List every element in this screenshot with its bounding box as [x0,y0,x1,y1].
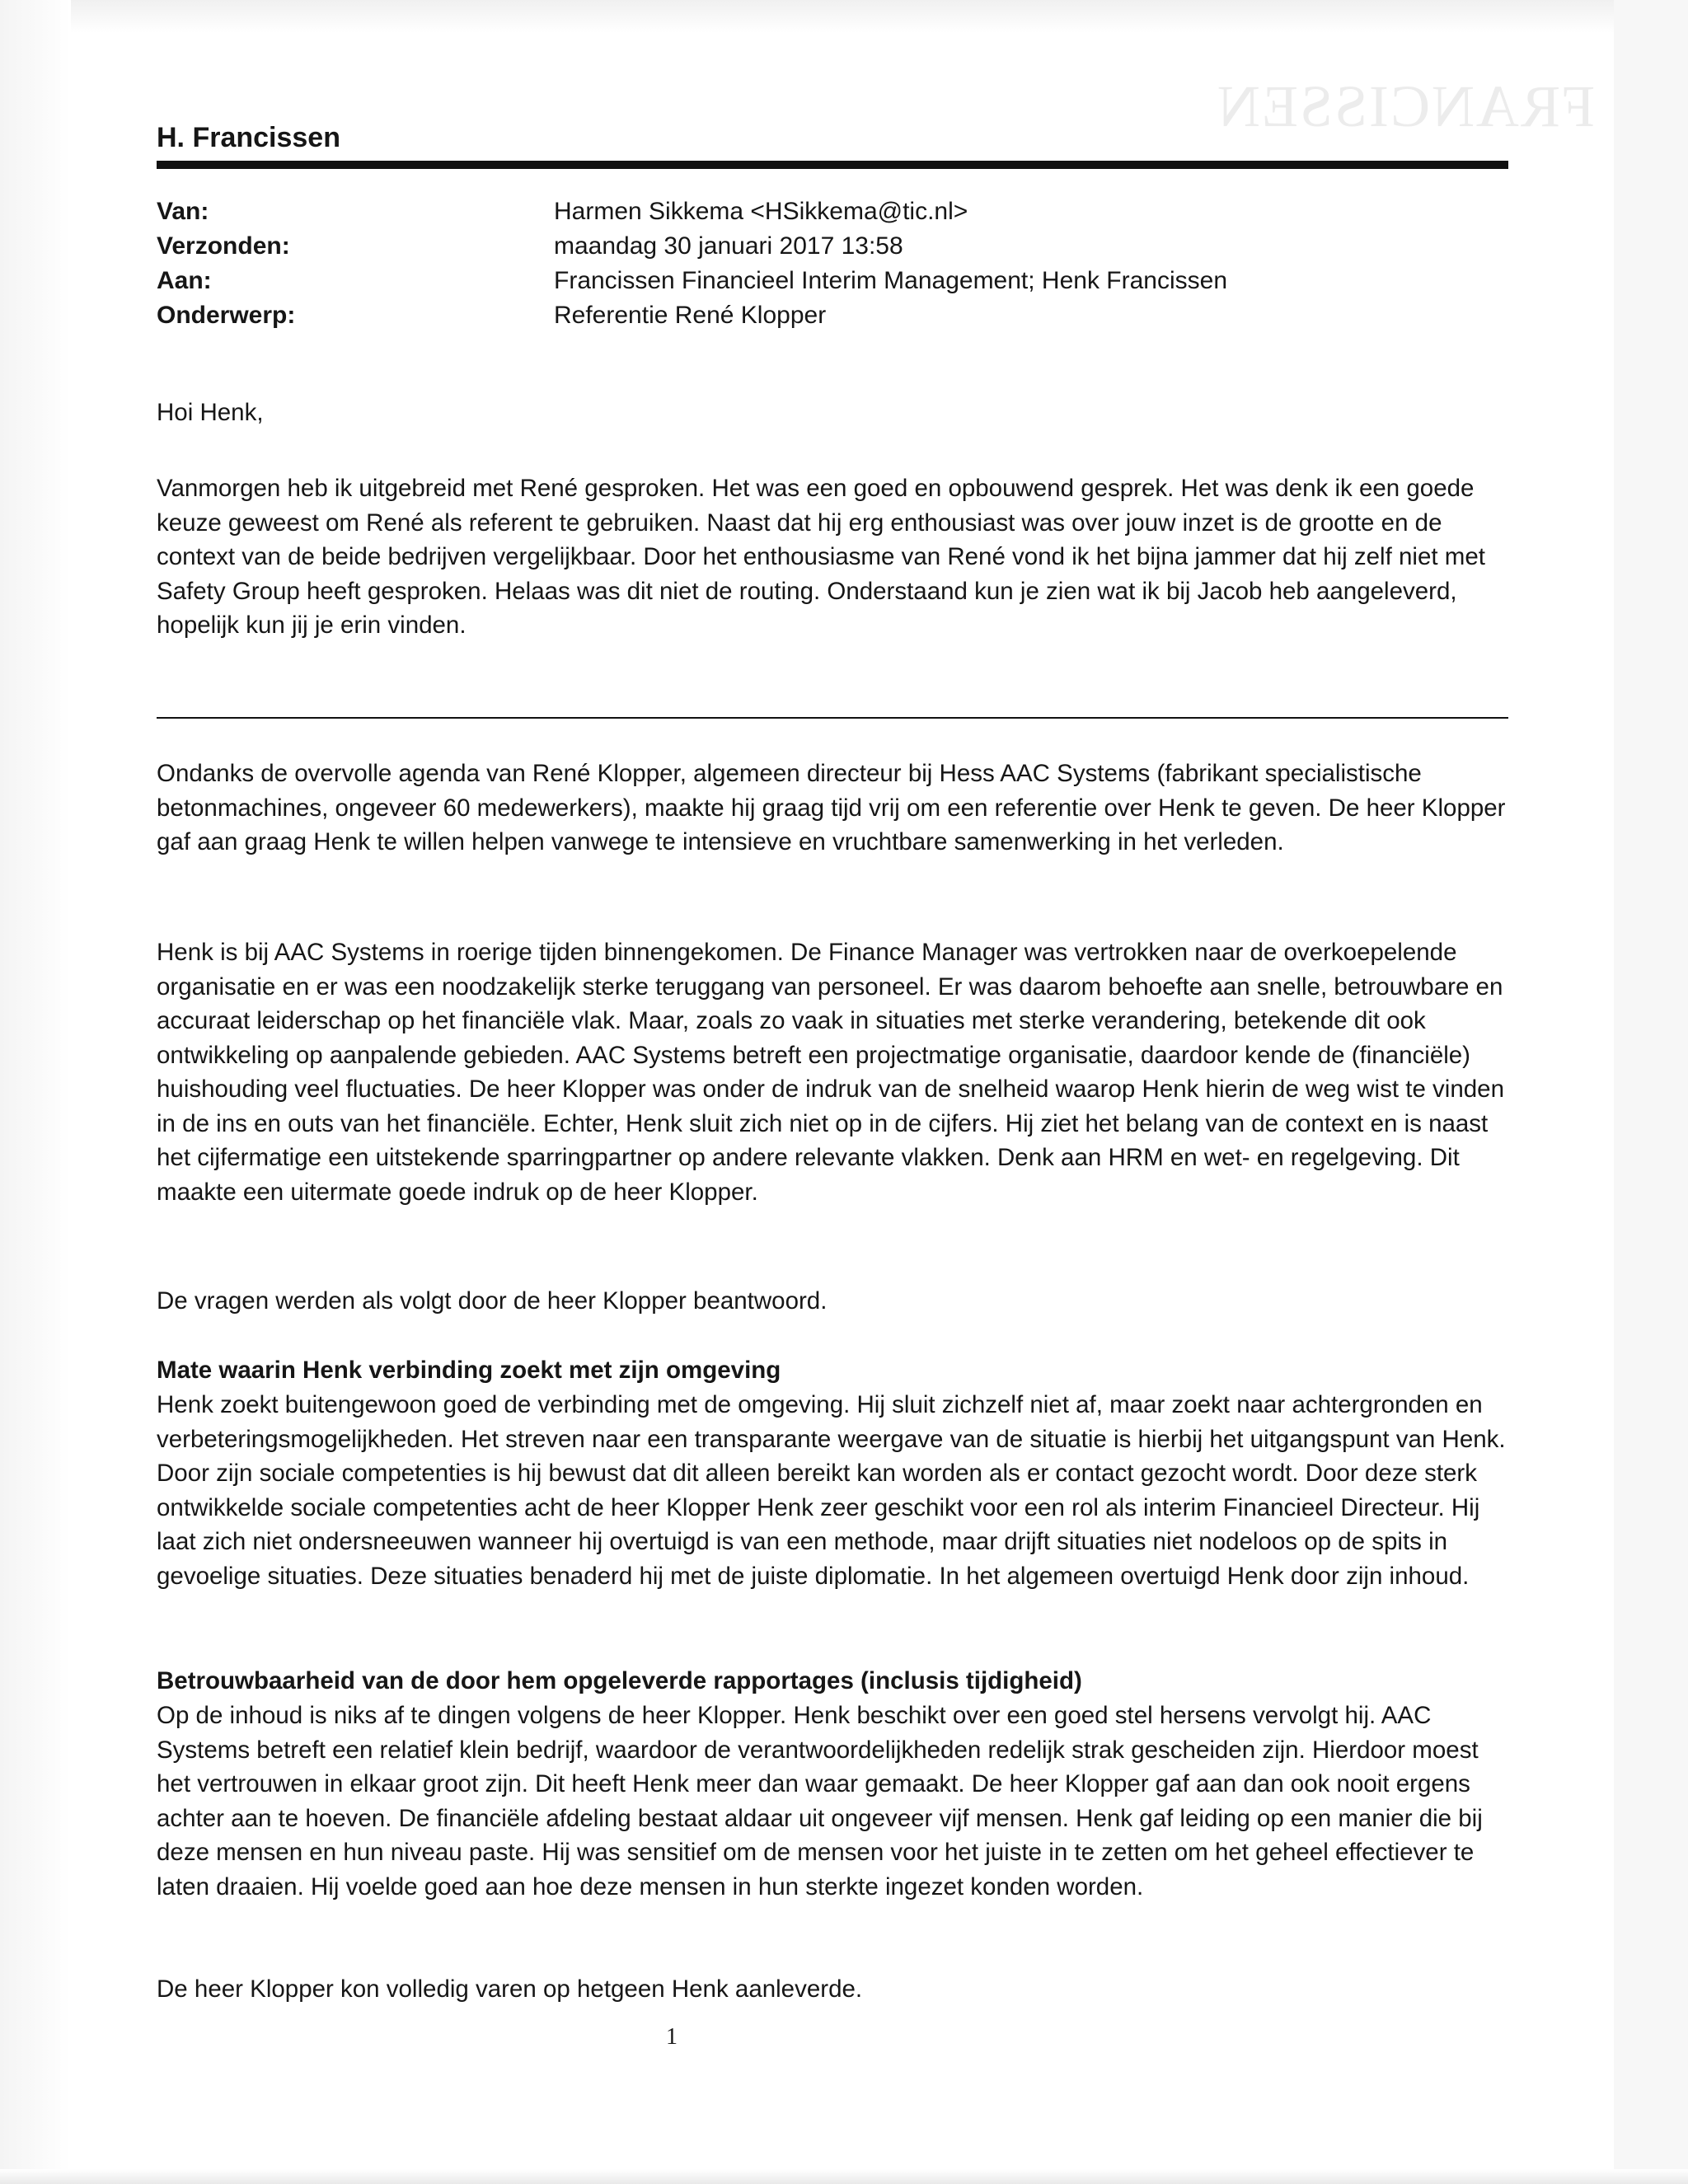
email-sent-label: Verzonden: [157,232,290,260]
page-title: H. Francissen [157,122,340,153]
page-number: 1 [666,2024,678,2050]
email-from-row [157,194,1508,229]
email-from-value: Harmen Sikkema <HSikkema@tic.nl> [554,198,968,225]
email-subject-value: Referentie René Klopper [554,302,827,329]
email-header [157,194,1508,333]
paragraph-5: Op de inhoud is niks af te dingen volgens de heer Klopper. Henk beschikt over een goed stel hersens vervolgt hij. AAC Systems betreft een relatief klein bedrijf, waardoor de verantwoordelijkheden redelijk strak gescheiden zijn. Hierdoor moest het vertrouwen in elkaar groot zijn. Dit heeft Henk meer dan waar gemaakt. De heer Klopper gaf aan dan ook nooit ergens achter aan te hoeven. De financiële afdeling bestaat aldaar uit ongeveer vijf mensen. Henk gaf leiding op een manier die bij deze mensen en hun niveau paste. Hij was sensitief om de mensen voor het juiste in te zetten om het geheel effectiever te laten draaien. Hij voelde goed aan hoe deze mensen in hun sterkte ingezet konden worden. [157,1702,1483,1900]
paragraph-6: De heer Klopper kon volledig varen op hetgeen Henk aanleverde. [157,1975,863,2003]
paragraph-4: Henk zoekt buitengewoon goed de verbinding met de omgeving. Hij sluit zichzelf niet af, maar zoekt naar achtergronden en verbeteringsmogelijkheden. Het streven naar een transparante weergave van de situatie is hierbij het uitgangspunt van Henk. Door zijn sociale competenties is hij bewust dat dit alleen bereikt kan worden als er contact gezocht wordt. Door deze sterk ontwikkelde sociale competenties acht de heer Klopper Henk zeer geschikt voor een rol als interim Financieel Directeur. Hij laat zich niet ondersneeuwen wanneer hij overtuigd is van een methode, maar drijft situaties niet nodeloos op de spits in gevoelige situaties. Deze situaties benaderd hij met de juiste diplomatie. In het algemeen overtuigd Henk door zijn inhoud. [157,1391,1506,1590]
scan-left-edge [0,0,71,2184]
scan-right-edge [1614,0,1688,2184]
email-subject-row [157,298,1508,333]
email-from-label: Van: [157,198,209,225]
email-to-value: Francissen Financieel Interim Management; Henk Francissen [554,267,1228,294]
email-sent-value: maandag 30 januari 2017 13:58 [554,232,903,260]
section-heading-2: Betrouwbaarheid van de door hem opgeleverde rapportages (inclusis tijdigheid) [157,1667,1082,1694]
header-divider [157,161,1508,169]
scan-top-edge [0,0,1688,33]
watermark-text: FRANCISSEN [1216,73,1596,139]
email-to-row [157,264,1508,298]
paragraph-3: De vragen werden als volgt door de heer Klopper beantwoord. [157,1287,828,1315]
scan-bottom-edge [0,2169,1688,2184]
section-divider [157,717,1508,719]
section-heading-1: Mate waarin Henk verbinding zoekt met zijn omgeving [157,1357,781,1384]
email-subject-label: Onderwerp: [157,302,296,329]
greeting: Hoi Henk, [157,399,264,426]
paragraph-2: Henk is bij AAC Systems in roerige tijden binnengekomen. De Finance Manager was vertrokken naar de overkoepelende organisatie en er was een noodzakelijk sterke teruggang van personeel. Er was daarom behoefte aan snelle, betrouwbare en accuraat leiderschap op het financiële vlak. Maar, zoals zo vaak in situaties met sterke verandering, betekende dit ook ontwikkeling op aanpalende gebieden. AAC Systems betreft een projectmatige organisatie, daardoor kende de (financiële) huishouding veel fluctuaties. De heer Klopper was onder de indruk van de snelheid waarop Henk hierin de weg wist te vinden in de ins en outs van het financiële. Echter, Henk sluit zich niet op in de cijfers. Hij ziet het belang van de context en is naast het cijfermatige een uitstekende sparringpartner op andere relevante vlakken. Denk aan HRM en wet- en regelgeving. Dit maakte een uitermate goede indruk op de heer Klopper. [157,939,1504,1206]
email-to-label: Aan: [157,267,212,294]
intro-paragraph: Vanmorgen heb ik uitgebreid met René gesproken. Het was een goed en opbouwend gesprek. Het was denk ik een goede keuze geweest om René als referent te gebruiken. Naast dat hij erg enthousiast was over jouw inzet is de grootte en de context van de beide bedrijven vergelijkbaar. Door het enthousiasme van René vond ik het bijna jammer dat hij zelf niet met Safety Group heeft gesproken. Helaas was dit niet de routing. Onderstaand kun je zien wat ik bij Jacob heb aangeleverd, hopelijk kun jij je erin vinden. [157,475,1485,639]
email-sent-row [157,229,1508,264]
paragraph-1: Ondanks de overvolle agenda van René Klopper, algemeen directeur bij Hess AAC Systems (fabrikant specialistische betonmachines, ongeveer 60 medewerkers), maakte hij graag tijd vrij om een referentie over Henk te geven. De heer Klopper gaf aan graag Henk te willen helpen vanwege te intensieve en vruchtbare samenwerking in het verleden. [157,760,1506,855]
